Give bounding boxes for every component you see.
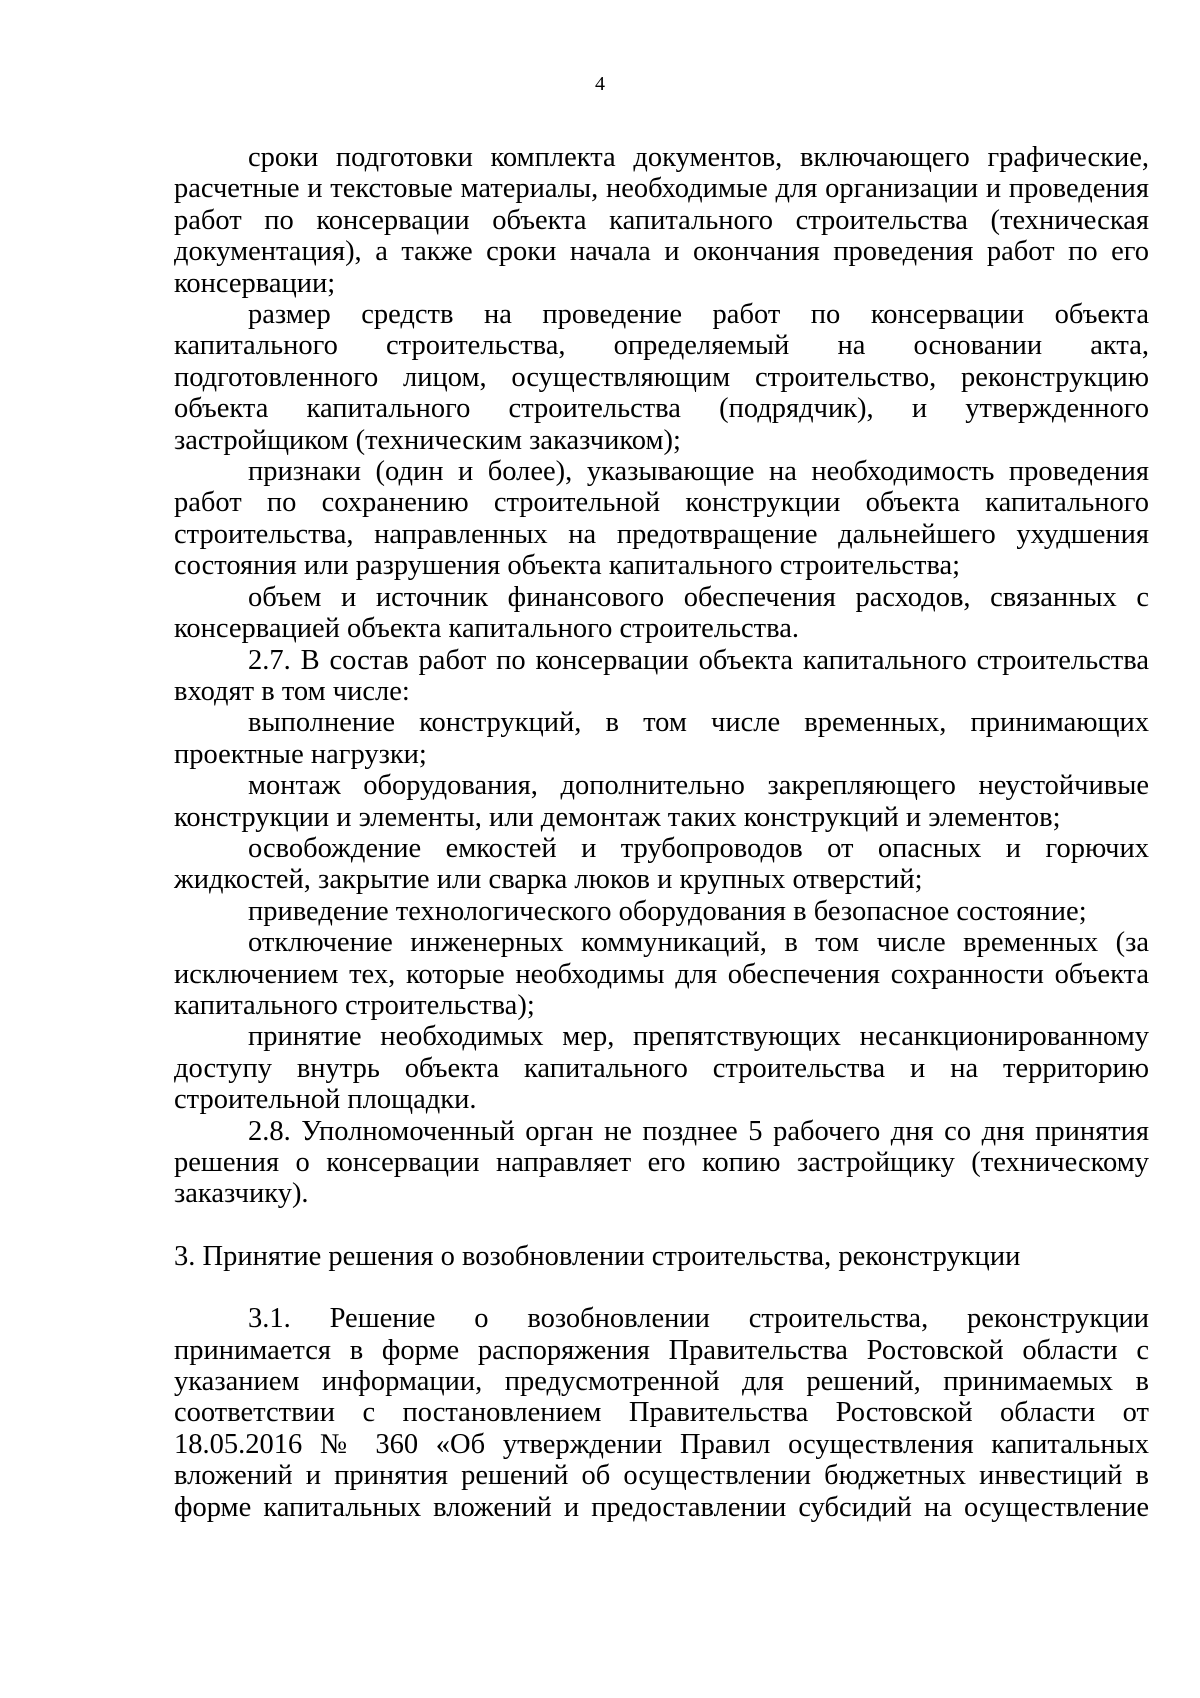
paragraph-2-8: 2.8. Уполномоченный орган не позднее 5 рабочего дня со дня принятия решения о консервации направляет его копию застройщику (техническому заказчику).: [174, 1115, 1149, 1210]
paragraph-3-1: 3.1. Решение о возобновлении строительства, реконструкции принимается в форме распоряжения Правительства Ростовской области с указанием информации, предусмотренной для решений, принимаемых в соответствии с постановлением Правительства Ростовской области от 18.05.2016 № 360 «Об утверждении Правил осуществления капитальных вложений и принятия решений об осуществлении бюджетных инвестиций в форме капитальных вложений и предоставлении субсидий на осуществление: [174, 1303, 1149, 1523]
page-number: 4: [595, 73, 605, 95]
section-heading-3: 3. Принятие решения о возобновлении строительства, реконструкции: [174, 1240, 1021, 1272]
paragraph-funds-amount: размер средств на проведение работ по консервации объекта капитального строительства, определяемый на основании акта, подготовленного лицом, осуществляющим строительство, реконструкцию объекта капитального строительства (подрядчик), и утвержденного застройщиком (техническим заказчиком);: [174, 299, 1149, 456]
paragraph-utilities-disconnection: отключение инженерных коммуникаций, в том числе временных (за исключением тех, которые необходимы для обеспечения сохранности объекта капитального строительства);: [174, 927, 1149, 1021]
paragraph-financing-source: объем и источник финансового обеспечения расходов, связанных с консервацией объекта капитального строительства.: [174, 581, 1149, 645]
paragraph-tank-release: освобождение емкостей и трубопроводов от опасных и горючих жидкостей, закрытие или сварка люков и крупных отверстий;: [174, 832, 1149, 896]
paragraph-temporary-structures: выполнение конструкций, в том числе временных, принимающих проектные нагрузки;: [174, 707, 1149, 770]
paragraph-2-7: 2.7. В состав работ по консервации объекта капитального строительства входят в том числе:: [174, 644, 1149, 707]
paragraph-preservation-signs: признаки (один и более), указывающие на необходимость проведения работ по сохранению строительной конструкции объекта капитального строительства, направленных на предотвращение дальнейшего ухудшения состояния или разрушения объекта капитального строительства;: [174, 456, 1149, 582]
paragraph-access-prevention: принятие необходимых мер, препятствующих несанкционированному доступу внутрь объекта капитального строительства и на территорию строительной площадки.: [174, 1021, 1149, 1116]
paragraph-equipment-mounting: монтаж оборудования, дополнительно закрепляющего неустойчивые конструкции и элементы, или демонтаж таких конструкций и элементов;: [174, 770, 1149, 833]
paragraph-documentation-deadlines: сроки подготовки комплекта документов, включающего графические, расчетные и текстовые материалы, необходимые для организации и проведения работ по консервации объекта капитального строительства (техническая документация), а также сроки начала и окончания проведения работ по его консервации;: [174, 142, 1149, 299]
document-body: [174, 142, 1149, 1523]
paragraph-equipment-safe-state: приведение технологического оборудования в безопасное состояние;: [248, 895, 1087, 927]
